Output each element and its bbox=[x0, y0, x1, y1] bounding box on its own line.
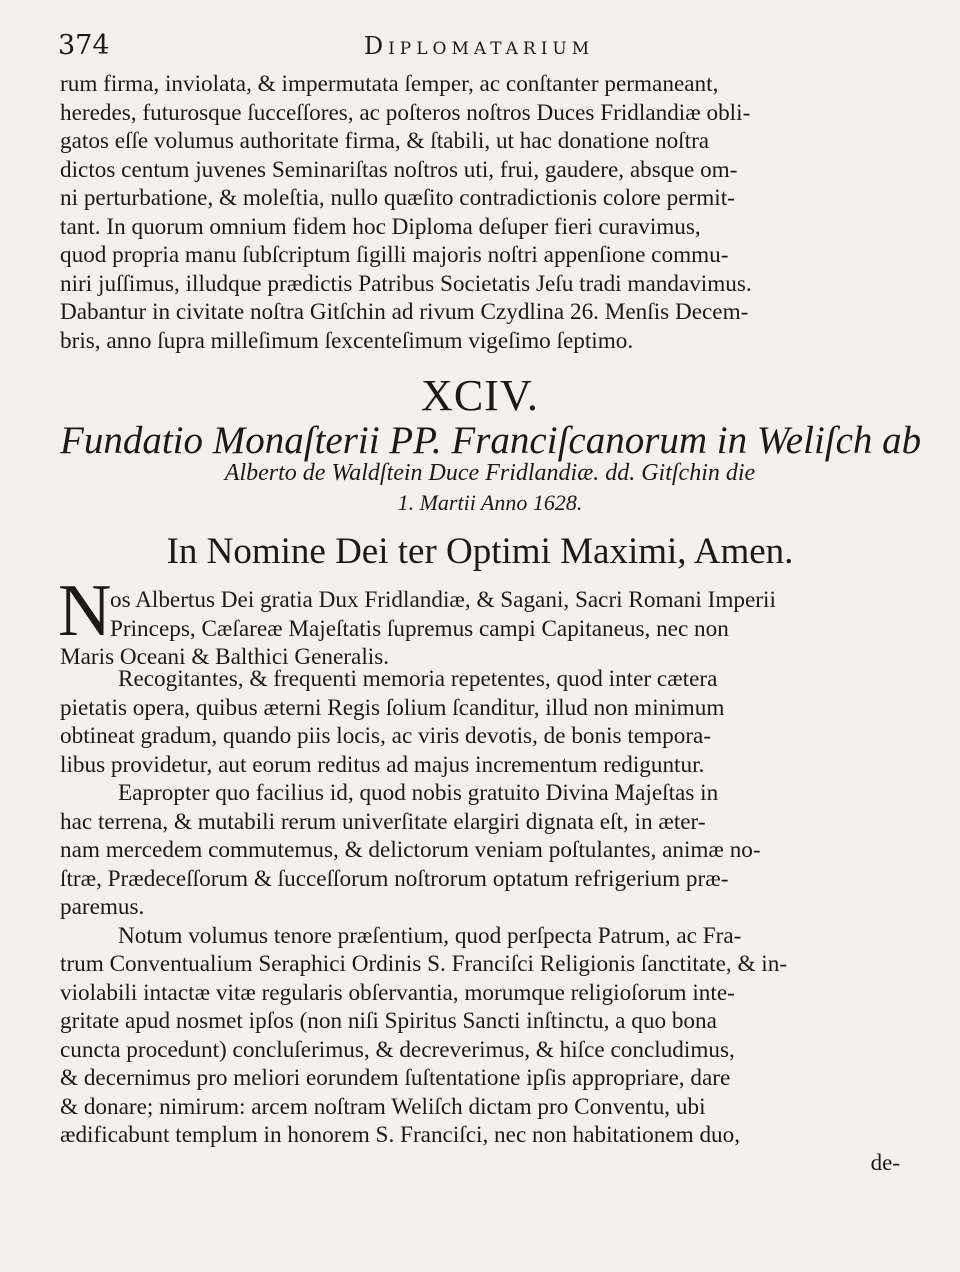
paragraph-body bbox=[60, 665, 912, 1150]
text-line: paremus. bbox=[60, 894, 145, 920]
text-line: ni perturbatione, & moleſtia, nullo quæſito contradictionis colore permit- bbox=[60, 185, 735, 211]
page-number: 374 bbox=[58, 30, 110, 61]
section-title-line-1: Fundatio Monaſterii PP. Franciſcanorum in Weliſch ab bbox=[60, 419, 922, 462]
text-line: Princeps, Cæſareæ Majeſtatis ſupremus campi Capitaneus, nec non bbox=[110, 615, 729, 642]
text-line: hac terrena, & mutabili rerum univerſitate elargiri dignata eſt, in æter- bbox=[60, 808, 706, 835]
text-line: Dabantur in civitate noſtra Gitſchin ad rivum Czydlina 26. Menſis Decem- bbox=[60, 299, 749, 325]
text-line: trum Conventualium Seraphici Ordinis S. Franciſci Religionis ſanctitate, & in- bbox=[60, 951, 788, 977]
text-line: os Albertus Dei gratia Dux Fridlandiæ, & Sagani, Sacri Romani Imperii bbox=[110, 587, 776, 613]
section-title-line-3: 1. Martii Anno 1628. bbox=[397, 490, 583, 515]
text-line: gatos eſſe volumus authoritate firma, & ſtabili, ut hac donatione noſtra bbox=[60, 128, 710, 154]
text-line: gritate apud nosmet ipſos (non niſi Spiritus Sancti inſtinctu, a quo bona bbox=[60, 1008, 717, 1034]
page-header bbox=[58, 30, 900, 66]
section-number: XCIV. bbox=[421, 371, 539, 420]
paragraph-diploma-conclusion bbox=[60, 70, 912, 355]
invocation-heading: In Nomine Dei ter Optimi Maximi, Amen. bbox=[166, 531, 794, 572]
text-line: bris, anno ſupra milleſimum ſexcenteſimum vigeſimo ſeptimo. bbox=[60, 327, 634, 354]
text-line: heredes, futurosque ſucceſſores, ac poſteros noſtros Duces Fridlandiæ obli- bbox=[60, 99, 751, 126]
text-line: quod propria manu ſubſcriptum ſigilli majoris noſtri appenſione commu- bbox=[60, 242, 729, 268]
text-line: Eapropter quo facilius id, quod nobis gratuito Divina Majeſtas in bbox=[118, 780, 719, 806]
text-line: pietatis opera, quibus æterni Regis ſolium ſcanditur, illud non minimum bbox=[60, 694, 725, 721]
text-line: cuncta procedunt) concluſerimus, & decreverimus, & hiſce concludimus, bbox=[60, 1036, 735, 1063]
text-line: rum firma, inviolata, & impermutata ſemper, ac conſtanter permaneant, bbox=[60, 71, 719, 97]
running-head: Diplomatarium bbox=[363, 32, 595, 60]
text-line: dictos centum juvenes Seminariſtas noſtros uti, frui, gaudere, absque om- bbox=[60, 156, 738, 183]
paragraph-intitulatio bbox=[110, 586, 912, 643]
text-line: Recogitantes, & frequenti memoria repetentes, quod inter cætera bbox=[118, 666, 718, 692]
text-line: obtineat gradum, quando piis locis, ac viris devotis, de bonis tempora- bbox=[60, 723, 712, 749]
catchword: de- bbox=[870, 1150, 900, 1175]
text-line: niri juſſimus, illudque prædictis Patribus Societatis Jeſu tradi mandavimus. bbox=[60, 270, 752, 297]
text-line: nam mercedem commutemus, & delictorum veniam poſtulantes, animæ no- bbox=[60, 837, 761, 863]
text-line: & donare; nimirum: arcem noſtram Weliſch dictam pro Conventu, ubi bbox=[60, 1093, 706, 1120]
section-title-line-2: Alberto de Waldſtein Duce Fridlandiæ. dd. Gitſchin die bbox=[224, 460, 756, 486]
text-line: tant. In quorum omnium fidem hoc Diploma deſuper fieri curavimus, bbox=[60, 213, 701, 240]
text-line: & decernimus pro meliori eorundem ſuſtentatione ipſis appropriare, dare bbox=[60, 1065, 731, 1091]
text-line: libus providetur, aut eorum reditus ad majus incrementum rediguntur. bbox=[60, 751, 705, 778]
text-line: Maris Oceani & Balthici Generalis. bbox=[60, 644, 390, 670]
text-line: ædificabunt templum in honorem S. Franciſci, nec non habitationem duo, bbox=[60, 1122, 741, 1148]
text-line: violabili intactæ vitæ regularis obſervantia, morumque religioſorum inte- bbox=[60, 979, 735, 1006]
drop-capital: N bbox=[58, 570, 112, 652]
text-line: Notum volumus tenore præſentium, quod perſpecta Patrum, ac Fra- bbox=[118, 922, 742, 949]
text-line: ſtræ, Prædeceſſorum & ſucceſſorum noſtrorum optatum refrigerium præ- bbox=[60, 865, 729, 892]
